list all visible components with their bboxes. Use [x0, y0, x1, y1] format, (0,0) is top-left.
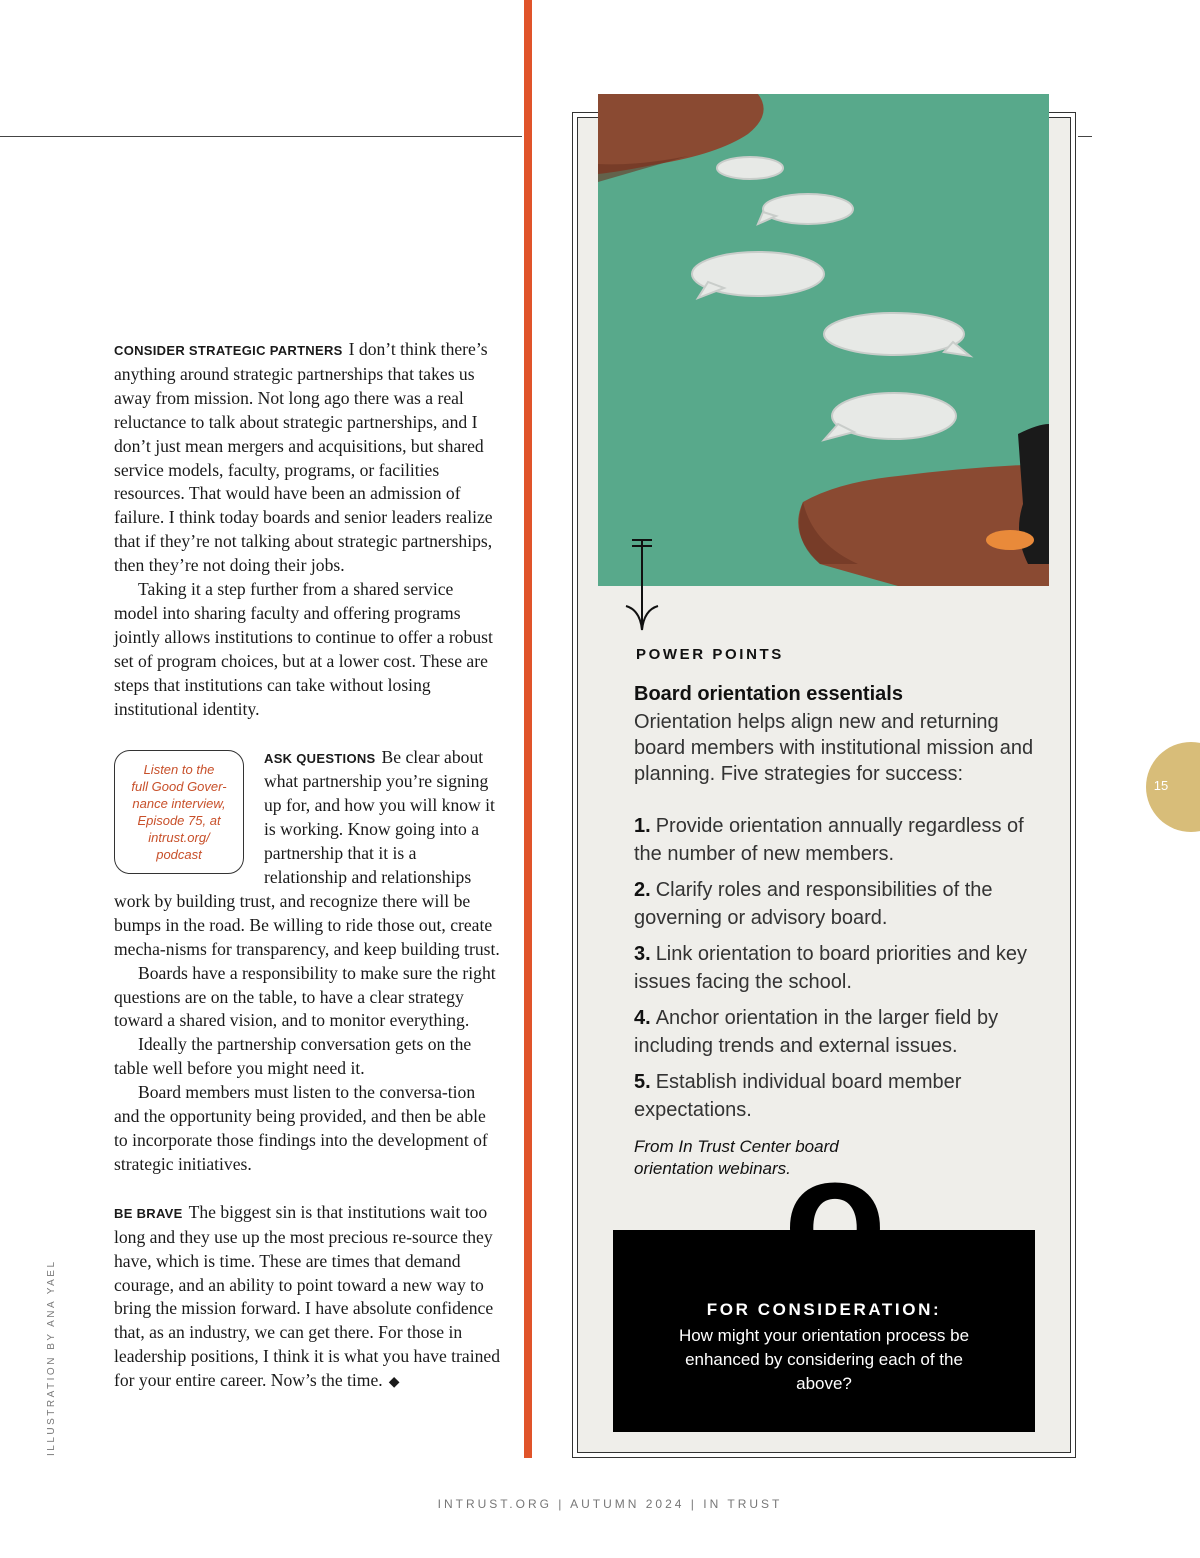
- consideration-title: FOR CONSIDERATION:: [706, 1300, 942, 1319]
- strategies-list: [634, 812, 1034, 1132]
- accent-bar: [524, 0, 532, 1458]
- item-text: Link orientation to board priorities and key issues facing the school.: [634, 943, 1028, 993]
- list-item: [634, 1068, 1034, 1124]
- callout-line: full Good Gover-: [131, 778, 227, 794]
- paragraph: Ideally the partnership conversation gets on the table well before you might need it.: [114, 1034, 472, 1079]
- callout-line: intrust.org/: [148, 829, 210, 845]
- paragraph: [114, 1201, 500, 1395]
- q-icon: Q: [784, 1162, 887, 1301]
- item-number: 1.: [634, 815, 651, 837]
- item-number: 4.: [634, 1007, 651, 1029]
- item-text: Establish individual board member expectations.: [634, 1071, 962, 1121]
- item-number: 5.: [634, 1071, 651, 1093]
- illustration-graphic: [598, 94, 1049, 586]
- article-body: [114, 338, 500, 1395]
- sidebar-label: POWER POINTS: [636, 646, 784, 663]
- list-item: [634, 812, 1034, 868]
- page-footer: INTRUST.ORG | AUTUMN 2024 | IN TRUST: [437, 1497, 783, 1511]
- end-mark-icon: ◆: [388, 1375, 400, 1391]
- paragraph: [114, 338, 500, 578]
- item-number: 3.: [634, 943, 651, 965]
- callout-line: podcast: [156, 846, 202, 862]
- item-text: Clarify roles and responsibilities of the governing or advisory board.: [634, 879, 993, 929]
- paragraph-text: Be clear about what partnership you’re signing up for, and how you will know it is working. Know going into a partnership that it is a relationship and relationships work by building trust, and recognize there will be bumps in the road. Be willing to ride those out, create mecha-nisms for transparency, and keep building trust.: [114, 746, 500, 959]
- item-text: Anchor orientation in the larger field by including trends and external issues.: [634, 1007, 999, 1057]
- sidebar-heading: Board orientation essentials: [634, 683, 903, 705]
- podcast-callout[interactable]: [114, 750, 244, 874]
- top-rule-left: [0, 136, 522, 137]
- consideration-text: How might your orientation process be enhanced by considering each of the above?: [678, 1326, 970, 1393]
- page-number: 15: [1153, 778, 1169, 793]
- callout-line: Episode 75, at: [137, 812, 221, 828]
- list-item: [634, 876, 1034, 932]
- list-item: [634, 940, 1034, 996]
- list-item: [634, 1004, 1034, 1060]
- section-lead-ask-questions: ASK QUESTIONS: [264, 750, 376, 766]
- paragraph: Board members must listen to the conversa-tion and the opportunity being provided, and then be able to incorporate those findings into the development of strategic initiatives.: [114, 1082, 488, 1174]
- item-number: 2.: [634, 879, 651, 901]
- illustration-credit: ILLUSTRATION BY ANA YAEL: [46, 1259, 57, 1456]
- top-rule-right: [1078, 136, 1092, 137]
- callout-line: Listen to the: [143, 761, 215, 777]
- stepping-stones-illustration: [598, 94, 1049, 586]
- paragraph: Taking it a step further from a shared service model into sharing faculty and offering programs jointly allows institutions to continue to offer a robust set of program choices, but at a lower cost. These are steps that institutions can take without losing institutional identity.: [114, 579, 493, 719]
- paragraph-text: I don’t think there’s anything around strategic partnerships that takes us away from mission. Not long ago there was a real reluctance to talk about strategic partnerships, and I don’t just mean mergers and acquisitions, but shared service models, faculty, programs, or facilities resources. That would have been an admission of failure. I think today boards and senior leaders realize that if they’re not talking about strategic partnerships, then they’re not doing their jobs.: [114, 339, 493, 576]
- paragraph: Boards have a responsibility to make sure the right questions are on the table, to have a clear strategy toward a shared vision, and to monitor everything.: [114, 962, 496, 1031]
- section-lead-be-brave: BE BRAVE: [114, 1205, 183, 1221]
- paragraph-text: The biggest sin is that institutions wait too long and they use up the most precious re-source they have, which is time. These are times that demand courage, and an ability to point toward a new way to bring the mission forward. I have absolute confidence that, as an industry, we can get there. For those in leadership positions, I think it is what you have trained for your entire career. Now’s the time.: [114, 1201, 501, 1391]
- callout-line: nance interview,: [132, 795, 226, 811]
- section-lead-strategic-partners: CONSIDER STRATEGIC PARTNERS: [114, 343, 343, 358]
- sidebar-source: From In Trust Center board orientation webinars.: [634, 1137, 839, 1178]
- sidebar-intro: Orientation helps align new and returning board members with institutional mission and planning. Five strategies for success:: [634, 711, 1034, 785]
- item-text: Provide orientation annually regardless of the number of new members.: [634, 815, 1024, 865]
- down-arrow-icon: [622, 534, 662, 634]
